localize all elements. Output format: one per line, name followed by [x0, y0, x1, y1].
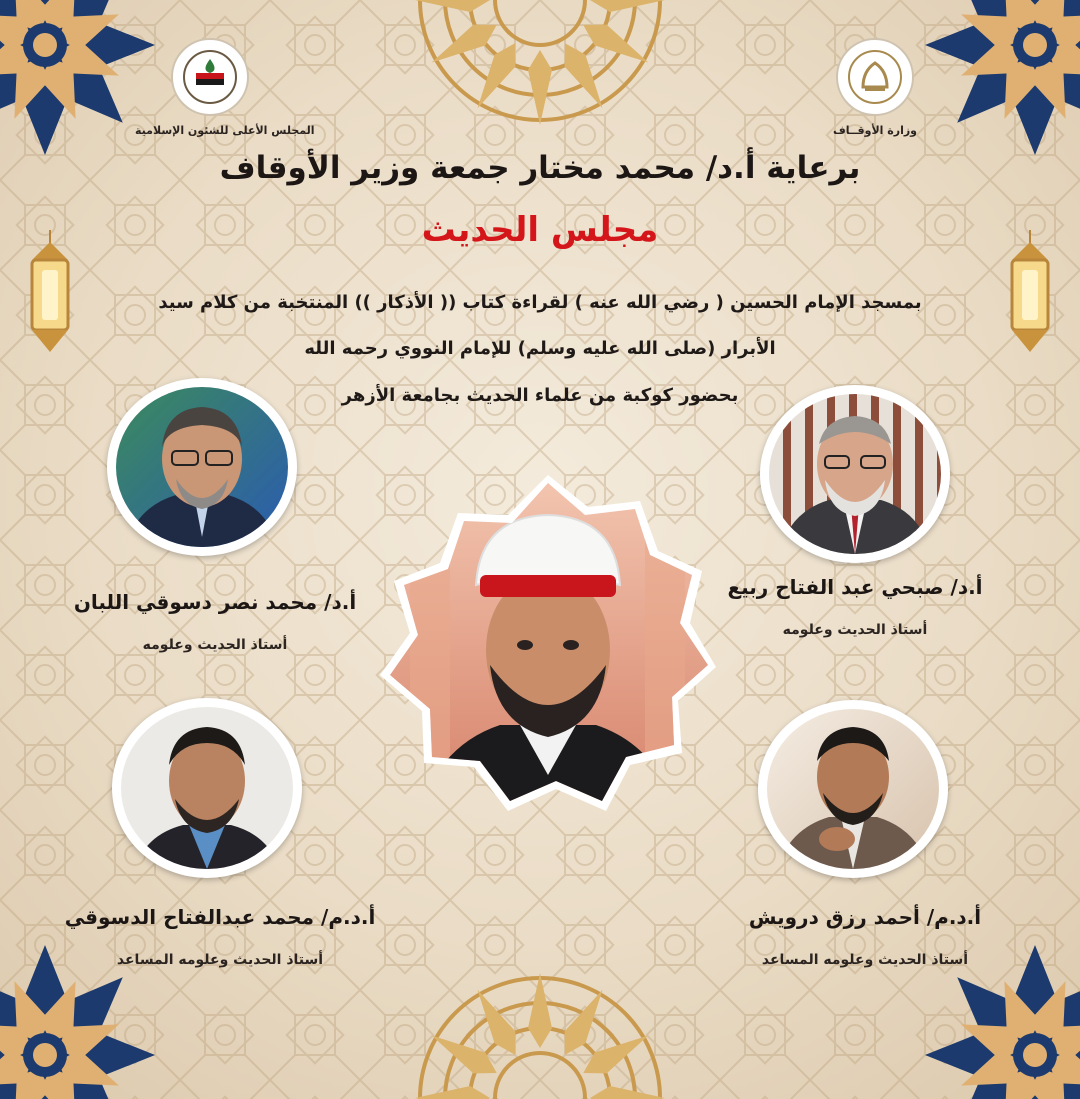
speaker-name-4: أ.د.م/ محمد عبدالفتاح الدسوقي	[64, 905, 376, 929]
speaker-name-2: أ.د/ محمد نصر دسوقي اللبان	[73, 590, 357, 614]
speaker-photo-1	[760, 385, 950, 563]
speaker-photo-4	[112, 698, 302, 878]
logo-supreme-council	[135, 38, 315, 137]
speaker-title-2: أستاذ الحديث وعلومه	[142, 637, 288, 653]
event-title: مجلس الحديث	[421, 210, 659, 250]
corner-rosette-top-right-icon	[920, 0, 1080, 160]
speaker-photo-3	[758, 700, 948, 878]
description-line-1: بمسجد الإمام الحسين ( رضي الله عنه ) لقراءة كتاب (( الأذكار )) المنتخبة من كلام سيد	[158, 292, 922, 313]
supreme-council-caption: المجلس الأعلى للشئون الإسلامية	[135, 124, 315, 137]
supreme-council-emblem-icon	[171, 38, 249, 116]
description-line-3: بحضور كوكبة من علماء الحديث بجامعة الأزهر	[341, 385, 739, 406]
speaker-name-1: أ.د/ صبحي عبد الفتاح ربيع	[727, 575, 983, 599]
speaker-name-3: أ.د.م/ أحمد رزق درويش	[748, 905, 982, 929]
speaker-title-4: أستاذ الحديث وعلومه المساعد	[116, 952, 324, 968]
description-line-2: الأبرار (صلى الله عليه وسلم) للإمام النووي رحمه الله	[304, 338, 776, 359]
speaker-title-1: أستاذ الحديث وعلومه	[782, 622, 928, 638]
speaker-photo-2	[107, 378, 297, 556]
logo-ministry-awqaf	[810, 38, 940, 137]
center-speaker-photo	[380, 475, 716, 811]
sponsor-line: برعاية أ.د/ محمد مختار جمعة وزير الأوقاف	[219, 150, 861, 186]
ministry-awqaf-emblem-icon	[836, 38, 914, 116]
speaker-title-3: أستاذ الحديث وعلومه المساعد	[761, 952, 969, 968]
ministry-awqaf-caption: وزارة الأوقــاف	[832, 124, 918, 137]
top-gold-mandala-icon	[405, 0, 675, 130]
bottom-gold-mandala-icon	[405, 968, 675, 1099]
